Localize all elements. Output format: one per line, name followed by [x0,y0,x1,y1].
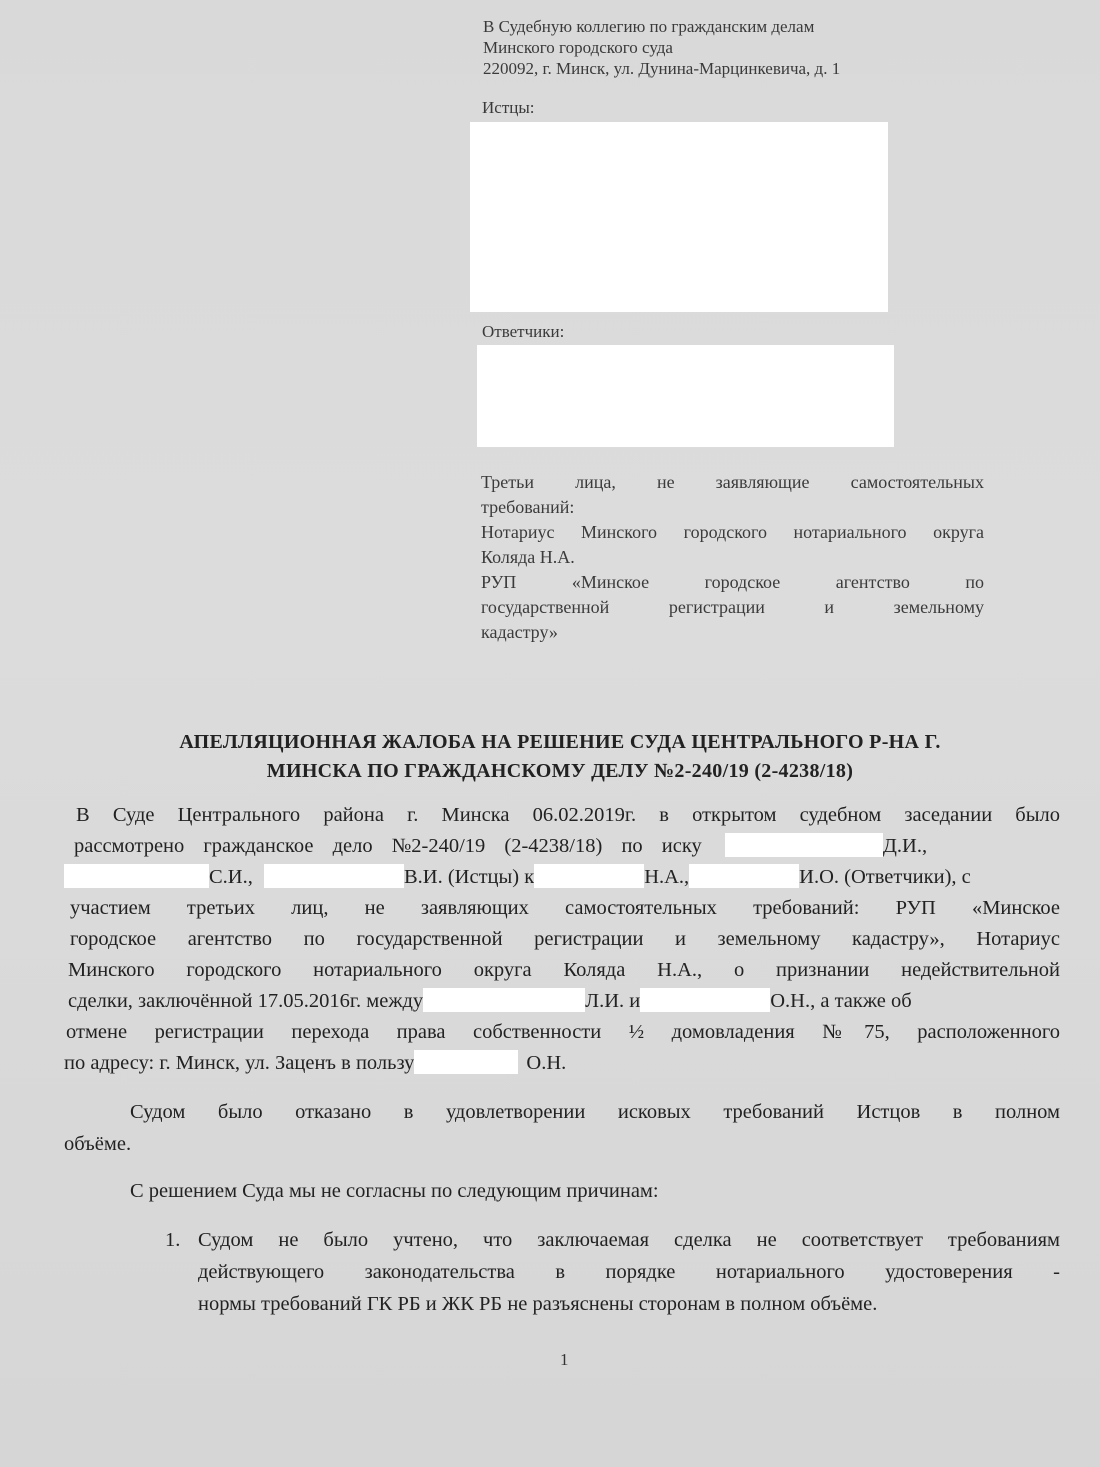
paragraph-line: городское агентство по государственной регистрации и земельному кадастру», Нотариус [70,928,1060,950]
addressee-line: 220092, г. Минск, ул. Дунина-Марцинкевича, д. 1 [483,59,841,78]
paragraph-line [64,986,1060,1017]
text-fragment: О.Н., а также об [770,990,912,1012]
paragraph-line: объёме. [64,1133,132,1155]
list-item-line: нормы требований ГК РБ и ЖК РБ не разъяснены сторонам в полном объёме. [198,1293,878,1315]
list-item-text [198,1224,1060,1320]
addressee-line: Минского городского суда [483,38,673,57]
paragraph-line: В Суде Центрального района г. Минска 06.02.2019г. в открытом судебном заседании было [76,804,1060,826]
name-redaction [689,864,799,888]
paragraph-line [64,862,1060,893]
paragraph-disagreement: С решением Суда мы не согласны по следующим причинам: [130,1180,659,1202]
list-item-number: 1. [165,1229,181,1251]
plaintiffs-redaction [470,122,888,312]
title-line: МИНСКА ПО ГРАЖДАНСКОМУ ДЕЛУ №2-240/19 (2-4238/18) [266,760,854,782]
name-redaction [64,864,209,888]
name-redaction [414,1050,518,1074]
text-fragment: И.О. (Ответчики), с [799,866,971,888]
paragraph-line: отмене регистрации перехода права собственности ½ домовладения №75, расположенного [66,1021,1060,1043]
text-fragment: рассмотрено гражданское дело №2-240/19 (2-4238/18) по иску [74,835,702,857]
text-fragment: Д.И., [882,835,928,857]
name-redaction [725,833,883,857]
name-redaction [264,864,404,888]
name-redaction [534,864,644,888]
page-number: 1 [560,1350,569,1369]
notary-name: Коляда Н.А. [481,547,575,567]
list-item-line: действующего законодательства в порядке нотариального удостоверения - [198,1261,1060,1283]
title-line: АПЕЛЛЯЦИОННАЯ ЖАЛОБА НА РЕШЕНИЕ СУДА ЦЕНТРАЛЬНОГО Р-НА Г. [179,731,941,753]
paragraph-line: Минского городского нотариального округа Коляда Н.А., о признании недействительной [68,959,1060,981]
defendants-label: Ответчики: [482,322,565,341]
addressee-line: В Судебную коллегию по гражданским делам [483,17,815,36]
agency-line: РУП «Минское городское агентство по [481,572,984,592]
text-fragment: по адресу: г. Минск, ул. Заценъ в пользу [64,1052,415,1074]
third-parties-line: требований: [481,497,575,517]
text-fragment: Л.И. и [585,990,641,1012]
paragraph-line [64,831,1060,862]
agency-line: кадастру» [481,622,558,642]
document-title [60,728,1060,786]
text-fragment: С.И., [209,866,253,888]
list-item-line: Судом не было учтено, что заключаемая сделка не соответствует требованиям [198,1229,1060,1251]
paragraph-line [64,1048,1060,1079]
text-fragment: сделки, заключённой 17.05.2016г. между [68,990,424,1012]
third-parties-line: Третьи лица, не заявляющие самостоятельных [481,472,984,492]
notary-line: Нотариус Минского городского нотариального округа [481,522,984,542]
paragraph-line: участием третьих лиц, не заявляющих самостоятельных требований: РУП «Минское [70,897,1060,919]
text-fragment: В.И. (Истцы) к [403,866,535,888]
paragraph-case-summary [64,800,1060,1079]
text-fragment: О.Н. [526,1052,567,1074]
plaintiffs-label: Истцы: [482,98,535,117]
name-redaction [640,988,770,1012]
third-parties-block [481,470,984,645]
paragraph-refusal [64,1096,1060,1160]
paragraph-line: Судом было отказано в удовлетворении исковых требований Истцов в полном [130,1101,1060,1123]
name-redaction [423,988,585,1012]
defendants-redaction [477,345,894,447]
addressee-block [483,16,1003,79]
agency-line: государственной регистрации и земельному [481,597,984,617]
text-fragment: Н.А., [644,866,690,888]
